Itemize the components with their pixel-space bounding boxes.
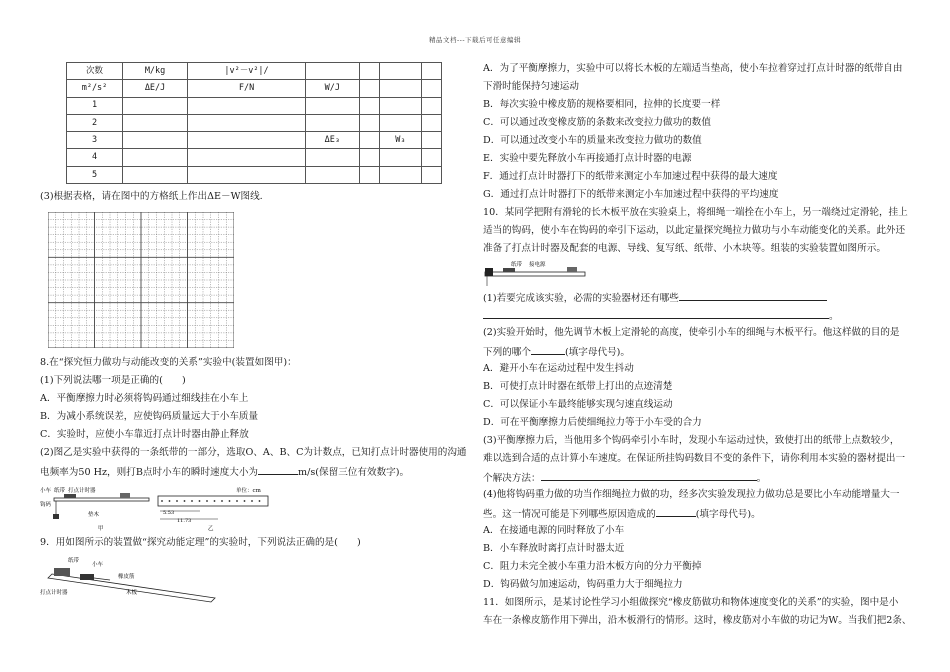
q3-text: (3)根据表格，请在图中的方格纸上作出ΔE－W图线. xyxy=(40,191,263,203)
q8-part2-line2 xyxy=(40,464,470,482)
q9-option-a-line2: 下滑时能保持匀速运动 xyxy=(483,81,579,92)
table-cell: F/N xyxy=(188,80,306,97)
table-cell: 1 xyxy=(67,97,123,114)
q11-line2: 车在一条橡皮筋作用下弹出，沿木板滑行的情形。这时，橡皮筋对小车做的功记为W。当我们把2条、 xyxy=(483,615,911,626)
q10-sub2-line2 xyxy=(483,344,911,362)
fig9-timer-label: 打点计时器 xyxy=(40,590,68,597)
table-cell xyxy=(422,80,442,97)
fig9-band xyxy=(94,578,110,580)
table-cell xyxy=(422,132,442,149)
page-header: 精品文档---下载后可任意编辑 xyxy=(428,36,522,44)
tape-dot xyxy=(221,500,223,502)
q9-option-d: D．可以通过改变小车的质量来改变拉力做功的数值 xyxy=(483,135,702,146)
grid-paper-svg xyxy=(48,212,234,348)
table-cell xyxy=(123,149,188,166)
table-cell: M/kg xyxy=(123,63,188,80)
q10-line1: 10．某同学把附有滑轮的长木板平放在实验桌上，将细绳一端拴在小车上，另一端绕过定滑轮，挂上 xyxy=(483,207,908,218)
q11-line1: 11．如图所示，是某讨论性学习小组做探究“橡皮筋做功和物体速度变化的关系”的实验，图中是小 xyxy=(483,597,899,608)
q10-option-c: C．可以保证小车最终能够实现匀速直线运动 xyxy=(483,399,673,410)
fig9-tape-label: 纸带 xyxy=(68,558,80,565)
table-row xyxy=(67,114,442,131)
q10-sub4-hint: (填字母代号)。 xyxy=(695,509,761,520)
table-cell xyxy=(379,97,422,114)
q10-sub1-text: (1)若要完成该实验，必需的实验器材还有哪些 xyxy=(483,293,679,304)
tape-dot xyxy=(214,500,216,502)
table-cell xyxy=(123,166,188,183)
fig8-weight xyxy=(53,514,59,519)
table-cell xyxy=(359,132,379,149)
table-cell xyxy=(188,149,306,166)
table-cell xyxy=(422,97,442,114)
table-cell xyxy=(359,166,379,183)
q10-option-d: D．可在平衡摩擦力后使细绳拉力等于小车受的合力 xyxy=(483,417,702,428)
fig8-car xyxy=(64,494,76,498)
figure-8-apparatus xyxy=(40,484,290,534)
fig10-tape-label: 纸带 xyxy=(511,262,523,268)
q10-4-option-d: D．钩码做匀加速运动，钩码重力大于细绳拉力 xyxy=(483,579,683,590)
fig10-timer xyxy=(567,267,577,272)
q10-sub2-line1: (2)实验开始时，他先调节木板上定滑轮的高度，使牵引小车的细绳与木板平行。他这样做的目的是 xyxy=(483,327,900,338)
table-cell xyxy=(359,114,379,131)
q10-sub4-line1: (4)他将钩码重力做的功当作细绳拉力做的功，经多次实验发现拉力做功总是要比小车动能增量大一 xyxy=(483,489,900,500)
table-cell: 2 xyxy=(67,114,123,131)
answer-blank[interactable] xyxy=(679,290,827,301)
table-cell xyxy=(305,149,359,166)
table-cell: 3 xyxy=(67,132,123,149)
table-cell xyxy=(123,132,188,149)
q10-sub1-cont xyxy=(483,308,911,326)
table-cell xyxy=(305,166,359,183)
fig10-timer-label: 接电源 xyxy=(529,262,546,268)
table-cell xyxy=(379,80,422,97)
table-cell: 次数 xyxy=(67,63,123,80)
q8-title: 8.在“探究恒力做功与动能改变的关系”实验中(装置如图甲)： xyxy=(40,357,297,369)
q9-text: 9．用如图所示的装置做“探究动能定理”的实验时，下列说法正确的是( ) xyxy=(40,537,361,549)
fig8-weight-label: 钩码 xyxy=(40,502,52,509)
table-cell xyxy=(422,149,442,166)
fig10-board xyxy=(485,272,585,276)
answer-blank[interactable] xyxy=(541,470,757,481)
figure-10-apparatus xyxy=(483,260,593,290)
fig9-board-label: 木板 xyxy=(126,590,138,597)
q10-sub3-line3 xyxy=(483,470,911,488)
q10-sub1-end: 。 xyxy=(829,311,839,322)
tape-dot xyxy=(199,500,201,502)
fig9-car xyxy=(80,574,94,580)
table-cell xyxy=(379,149,422,166)
q8-part1: (1)下列说法哪一项是正确的( ) xyxy=(40,375,186,387)
tape-dot xyxy=(191,500,193,502)
q10-line2: 适当的钩码，使小车在钩码的牵引下运动，以此定量探究绳拉力做功与小车动能变化的关系。此外还 xyxy=(483,225,906,236)
table-cell xyxy=(422,166,442,183)
tape-dot xyxy=(206,500,208,502)
table-cell: W₃ xyxy=(379,132,422,149)
q8-option-a: A．平衡摩擦力时必须将钩码通过细线挂在小车上 xyxy=(40,393,249,405)
table-row xyxy=(67,166,442,183)
q8-part2-text: 电频率为50 Hz，则打B点时小车的瞬时速度大小为 xyxy=(40,467,259,479)
fig8-board xyxy=(54,498,149,501)
fig8-yi: 乙 xyxy=(208,526,214,533)
q8-part2-unit: m/s(保留三位有效数字)。 xyxy=(298,467,410,479)
fig9-timer xyxy=(54,568,70,576)
q10-option-a: A．避开小车在运动过程中发生抖动 xyxy=(483,363,634,374)
q10-option-b: B．可使打点计时器在纸带上打出的点迹清楚 xyxy=(483,381,673,392)
q9-option-c: C．可以通过改变橡皮筋的条数来改变拉力做功的数值 xyxy=(483,117,711,128)
fig8-car-label: 小车 xyxy=(40,488,52,495)
table-cell: m²/s² xyxy=(67,80,123,97)
fig8-jia: 甲 xyxy=(98,526,104,533)
q8-part2-line1: (2)图乙是实验中获得的一条纸带的一部分，选取O、A、B、C为计数点，已知打点计时器使用的沟通 xyxy=(40,447,467,459)
q10-sub3-text: 个解决方法： xyxy=(483,473,541,484)
table-cell xyxy=(305,114,359,131)
table-cell xyxy=(359,97,379,114)
fig8-unit: 单位：cm xyxy=(236,488,261,495)
table-cell: 4 xyxy=(67,149,123,166)
table-cell xyxy=(188,132,306,149)
table-cell: ΔE₃ xyxy=(305,132,359,149)
q10-sub3-line1: (3)平衡摩擦力后，当他用多个钩码牵引小车时，发现小车运动过快，致使打出的纸带上点数较少， xyxy=(483,435,900,446)
q9-option-b: B．每次实验中橡皮筋的规格要相同，拉伸的长度要一样 xyxy=(483,99,721,110)
right-column xyxy=(483,62,911,632)
table-cell xyxy=(305,63,359,80)
tape-dot xyxy=(184,500,186,502)
fig10-pulley-block xyxy=(485,268,493,276)
tape-dot xyxy=(244,500,246,502)
data-table xyxy=(66,62,442,184)
table-cell xyxy=(359,149,379,166)
table-cell xyxy=(188,114,306,131)
q10-line3: 准备了打点计时器及配套的电源、导线、复写纸、纸带、小木块等。组装的实验装置如图所示。 xyxy=(483,243,886,254)
q8-option-b: B．为减小系统误差，应使钩码质量远大于小车质量 xyxy=(40,411,259,423)
table-cell xyxy=(379,63,422,80)
q10-sub3-end: 。 xyxy=(756,473,767,484)
q10-sub4-text: 些。这一情况可能是下列哪些原因造成的 xyxy=(483,509,656,520)
q10-4-option-b: B．小车释放时离打点计时器太近 xyxy=(483,543,625,554)
table-cell xyxy=(359,63,379,80)
table-cell: 5 xyxy=(67,166,123,183)
answer-blank[interactable] xyxy=(656,506,696,517)
fig9-car-label: 小车 xyxy=(92,562,104,569)
q10-sub4-line2 xyxy=(483,506,911,524)
table-row xyxy=(67,132,442,149)
q10-sub3-line2: 难以选到合适的点计算小车速度。在保证所挂钩码数目不变的条件下，请你利用本实验的器材提出一 xyxy=(483,453,906,464)
answer-blank[interactable] xyxy=(483,308,829,319)
tape-dot xyxy=(236,500,238,502)
fig9-band-label: 橡皮筋 xyxy=(118,574,135,581)
table-cell: |v²－v²|/ xyxy=(188,63,306,80)
grid-paper xyxy=(48,212,234,348)
table-cell xyxy=(359,80,379,97)
answer-blank[interactable] xyxy=(258,464,298,475)
q10-4-option-a: A．在接通电源的同时释放了小车 xyxy=(483,525,625,536)
table-cell xyxy=(305,97,359,114)
fig8-timer xyxy=(120,493,130,498)
table-cell: W/J xyxy=(305,80,359,97)
table-cell xyxy=(123,114,188,131)
fig8-tape-dots xyxy=(161,500,260,502)
tape-dot xyxy=(251,500,253,502)
table-cell xyxy=(188,97,306,114)
table-row xyxy=(67,97,442,114)
q10-sub2-hint: (填字母代号)。 xyxy=(564,347,631,358)
tape-dot xyxy=(161,500,163,502)
q9-option-f: F．通过打点计时器打下的纸带来测定小车加速过程中获得的最大速度 xyxy=(483,171,778,182)
q9-option-g: G．通过打点计时器打下的纸带来测定小车加速过程中获得的平均速度 xyxy=(483,189,779,200)
q10-4-option-c: C．阻力未完全被小车重力沿木板方向的分力平衡掉 xyxy=(483,561,702,572)
left-column xyxy=(40,62,470,612)
tape-dot xyxy=(229,500,231,502)
fig8-pad-label: 垫木 xyxy=(88,512,100,519)
fig8-tape-label: 纸带 xyxy=(54,488,66,495)
q8-option-c: C．实验时，应使小车靠近打点计时器由静止释放 xyxy=(40,429,249,441)
table-cell xyxy=(188,166,306,183)
fig8-timer-label: 打点计时器 xyxy=(68,488,96,495)
table-cell xyxy=(422,114,442,131)
fig8-m2: 11.73 xyxy=(177,518,192,525)
table-row xyxy=(67,63,442,80)
answer-blank[interactable] xyxy=(531,344,565,355)
fig10-car xyxy=(503,268,515,272)
table-cell xyxy=(379,166,422,183)
table-row xyxy=(67,149,442,166)
table-cell xyxy=(379,114,422,131)
table-cell xyxy=(422,63,442,80)
q10-sub1 xyxy=(483,290,911,308)
q10-sub2-text: 下列的哪个 xyxy=(483,347,531,358)
table-cell xyxy=(123,97,188,114)
figure-9-apparatus xyxy=(40,554,260,612)
fig8-m1: 5.53 xyxy=(163,510,175,517)
table-row xyxy=(67,80,442,97)
tape-dot xyxy=(176,500,178,502)
q9-option-a-line1: A．为了平衡摩擦力，实验中可以将长木板的左端适当垫高，使小车拉着穿过打点计时器的纸带自由 xyxy=(483,63,903,74)
table-cell: ΔE/J xyxy=(123,80,188,97)
tape-dot xyxy=(259,500,261,502)
tape-dot xyxy=(169,500,171,502)
q9-option-e: E．实验中要先释放小车再接通打点计时器的电源 xyxy=(483,153,692,164)
